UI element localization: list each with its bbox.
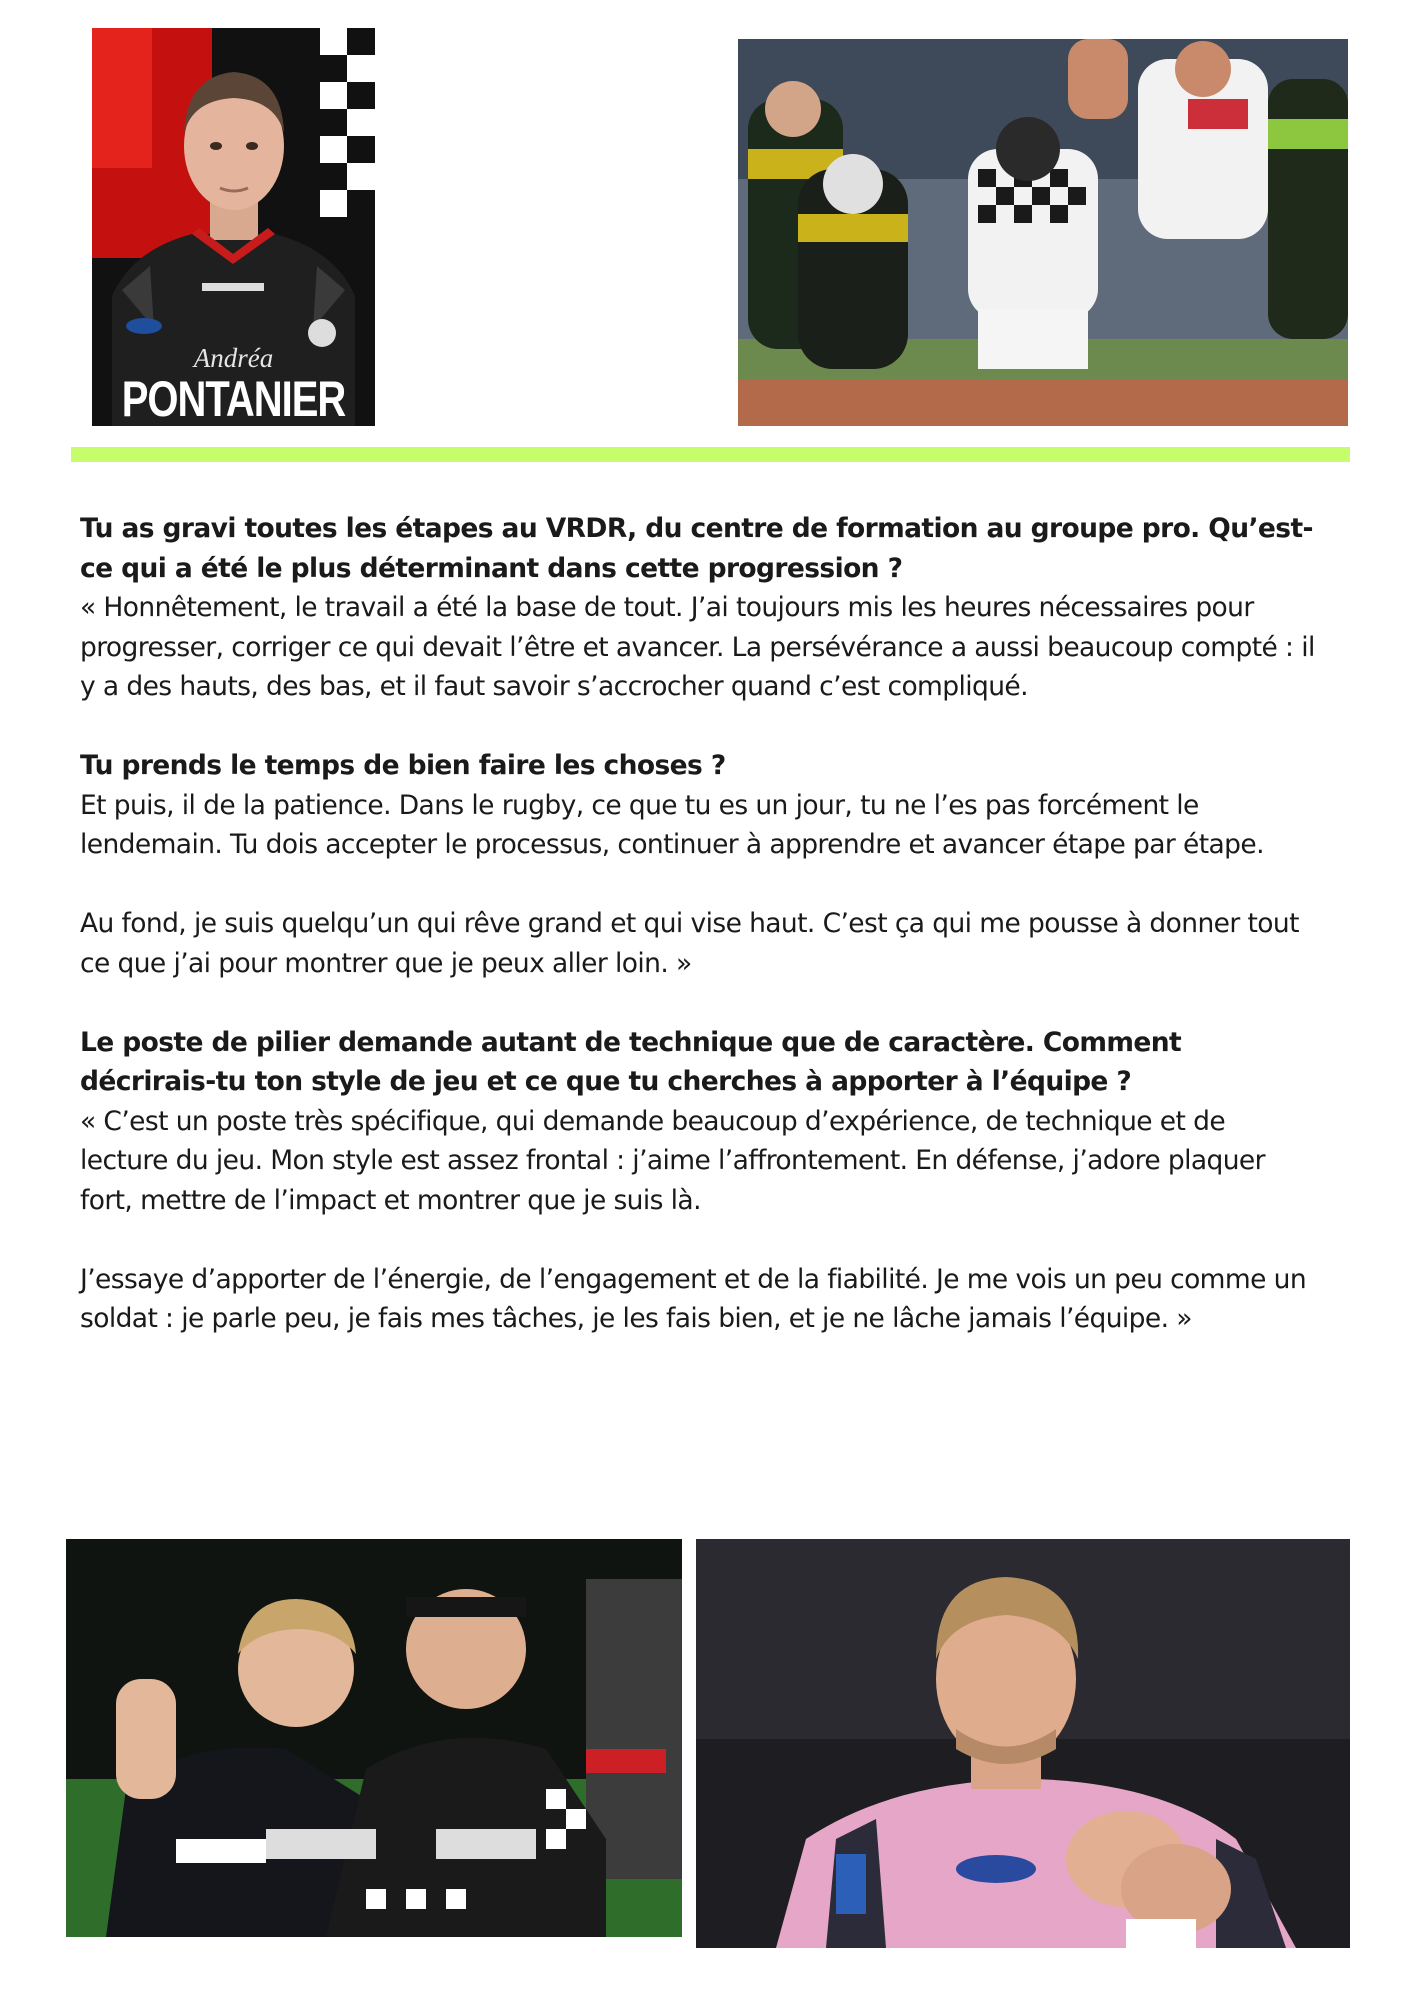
answer-2-continued: Au fond, je suis quelqu’un qui rêve grand et qui vise haut. C’est ça qui me pousse à donner tout ce que j’ai pour montrer que je peux aller loin. » xyxy=(80,908,1299,979)
answer-2: Et puis, il de la patience. Dans le rugby, ce que tu es un jour, tu ne l’es pas forcément le lendemain. Tu dois accepter le processus, continuer à apprendre et avancer étape par étape. xyxy=(80,789,1264,860)
player-portrait-photo xyxy=(92,28,375,426)
applause-photo xyxy=(696,1539,1350,1948)
answer-3: « C’est un poste très spécifique, qui demande beaucoup d’expérience, de technique et de lecture du jeu. Mon style est assez frontal : j’aime l’affrontement. En défense, j’adore plaquer fort, mettre de l’impact et montrer que je suis là. xyxy=(80,1105,1265,1216)
question-2: Tu prends le temps de bien faire les choses ? xyxy=(80,750,726,781)
answer-1: « Honnêtement, le travail a été la base de tout. J’ai toujours mis les heures nécessaires pour progresser, corriger ce qui devait l’être et avancer. La persévérance a aussi beaucoup compté : il y a des hauts, des bas, et il faut savoir s’accrocher quand c’est compliqué. xyxy=(80,592,1315,702)
player-first-name: Andréa xyxy=(193,343,274,373)
question-1: Tu as gravi toutes les étapes au VRDR, du centre de formation au groupe pro. Qu’est-ce qui a été le plus déterminant dans cette progression ? xyxy=(80,513,1313,584)
interview-article xyxy=(80,509,1320,1339)
player-last-name: PONTANIER xyxy=(121,372,346,426)
section-divider xyxy=(71,447,1350,462)
answer-3-continued: J’essaye d’apporter de l’énergie, de l’engagement et de la fiabilité. Je me vois un peu comme un soldat : je parle peu, je fais mes tâches, je les fais bien, et je ne lâche jamais l’équipe. » xyxy=(80,1263,1307,1334)
match-action-photo xyxy=(738,39,1348,426)
celebration-photo xyxy=(66,1539,682,1937)
question-3: Le poste de pilier demande autant de technique que de caractère. Comment décrirais-tu ton style de jeu et ce que tu cherches à apporter à l’équipe ? xyxy=(80,1026,1182,1097)
